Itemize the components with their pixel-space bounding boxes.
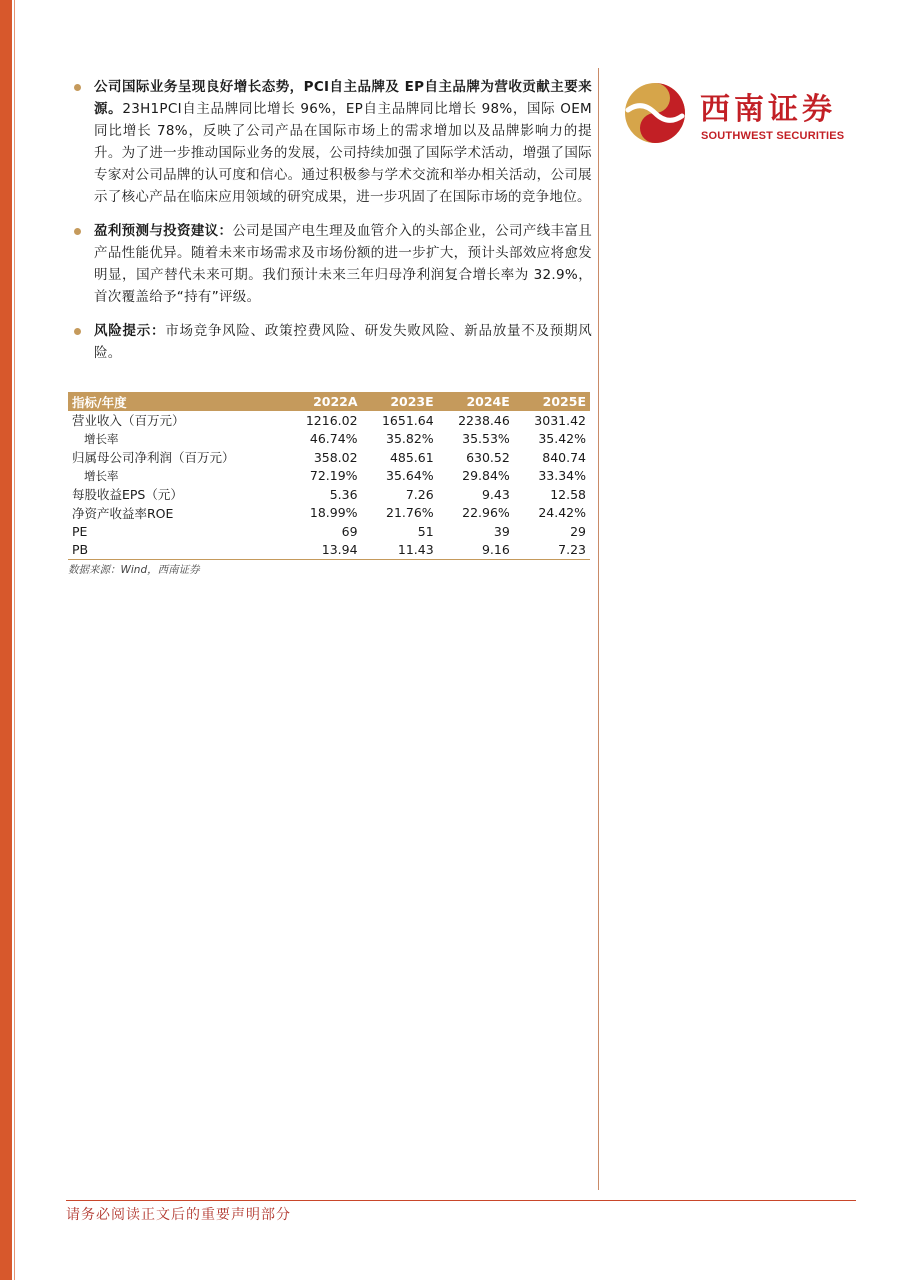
bullet-earnings-forecast (72, 220, 592, 308)
table-cell: 51 (417, 523, 434, 539)
table-row (68, 411, 590, 430)
paragraph-body: 23H1PCI自主品牌同比增长 96%，EP自主品牌同比增长 98%，国际 OEM同比增长 78%，反映了公司产品在国际市场上的需求增加以及品牌影响力的提升。为了进一步推动国际业务的发展，公司持续加强了国际学术活动，增强了国际专家对公司品牌的认可度和信心。通过积极参与学术交流和举办相关活动，公司展示了核心产品在临床应用领域的研究成果，进一步巩固了在国际市场的竞争地位。 (94, 101, 592, 205)
row-label: PE (72, 523, 88, 539)
table-cell: 35.64% (386, 468, 434, 484)
table-cell: 22.96% (462, 505, 510, 521)
row-label: 归属母公司净利润（百万元） (72, 450, 235, 466)
table-header-cell: 2022A (285, 392, 361, 411)
row-label: 营业收入（百万元） (72, 413, 185, 429)
paragraph-body: 公司是国产电生理及血管介入的头部企业，公司产线丰富且产品性能优异。随着未来市场需求及市场份额的进一步扩大，预计头部效应将愈发明显，国产替代未来可期。我们预计未来三年归母净利润复合增长率为 32.9%，首次覆盖给予“持有”评级。 (94, 223, 592, 305)
table-cell: 46.74% (309, 431, 358, 447)
table-cell: 7.23 (514, 541, 590, 560)
row-label: PB (68, 541, 285, 560)
table-row (68, 448, 590, 467)
table-cell: 11.43 (362, 541, 438, 560)
paragraph-lead: 盈利预测与投资建议： (94, 223, 233, 239)
table-header-cell: 2024E (438, 392, 514, 411)
table-cell: 630.52 (466, 449, 510, 465)
table-row (68, 467, 590, 486)
table-cell: 29 (570, 523, 586, 539)
logo-name-cn: 西南证券 (700, 92, 836, 127)
table-cell: 9.43 (481, 486, 510, 502)
main-content (72, 76, 592, 376)
paragraph-lead: 公司国际业务呈现良好增长态势，PCI自主品牌及 EP自主品牌为营收贡献主要来源。 (94, 79, 592, 117)
column-divider (598, 68, 599, 1190)
paragraph (94, 320, 592, 364)
row-label: 每股收益EPS（元） (72, 487, 183, 503)
bullet-international-business (72, 76, 592, 208)
row-label: 净资产收益率ROE (72, 505, 174, 521)
table-cell: 21.76% (386, 505, 434, 521)
paragraph-lead: 风险提示： (94, 323, 166, 339)
paragraph (94, 76, 592, 208)
table-cell: 13.94 (285, 541, 361, 560)
table-cell: 9.16 (438, 541, 514, 560)
bullet-dot-icon (74, 84, 81, 91)
bullet-dot-icon (74, 328, 81, 335)
financial-forecast-table (68, 392, 590, 560)
table-cell: 485.61 (389, 449, 434, 465)
table-header-row (68, 392, 590, 411)
footer-disclaimer: 请务必阅读正文后的重要声明部分 (66, 1207, 291, 1223)
table-row (68, 430, 590, 449)
table-source-note: 数据来源：Wind，西南证券 (68, 564, 200, 576)
row-label: 增长率 (84, 468, 119, 483)
table-cell: 358.02 (313, 449, 358, 465)
row-label: 增长率 (84, 431, 119, 446)
table-header-cell: 指标/年度 (68, 392, 285, 411)
table-header-cell: 2023E (362, 392, 438, 411)
table-cell: 7.26 (405, 486, 434, 502)
table-cell: 1651.64 (381, 412, 434, 428)
paragraph (94, 220, 592, 308)
table-row (68, 522, 590, 541)
table-cell: 35.82% (386, 431, 434, 447)
table-cell: 12.58 (550, 486, 586, 502)
table-cell: 35.42% (538, 431, 586, 447)
table-cell: 35.53% (462, 431, 510, 447)
table-row (68, 541, 590, 560)
table-cell: 72.19% (309, 468, 358, 484)
footer-divider (66, 1200, 856, 1201)
table-row (68, 504, 590, 523)
table-cell: 3031.42 (534, 412, 586, 428)
table-cell: 29.84% (462, 468, 510, 484)
table-row (68, 485, 590, 504)
paragraph-body: 市场竞争风险、政策控费风险、研发失败风险、新品放量不及预期风险。 (94, 323, 593, 361)
left-accent-bar (0, 0, 12, 1280)
table-cell: 1216.02 (305, 412, 358, 428)
table-header-cell: 2025E (514, 392, 590, 411)
table-cell: 2238.46 (458, 412, 510, 428)
table-cell: 33.34% (538, 468, 586, 484)
table-cell: 18.99% (309, 505, 358, 521)
table-cell: 840.74 (542, 449, 586, 465)
table-cell: 69 (341, 523, 358, 539)
table-cell: 5.36 (329, 486, 358, 502)
table-cell: 24.42% (538, 505, 586, 521)
logo-emblem-icon (624, 82, 686, 144)
logo-name-en: SOUTHWEST SECURITIES (701, 130, 845, 142)
bullet-risk-warning (72, 320, 592, 364)
table-cell: 39 (493, 523, 510, 539)
left-accent-line (14, 0, 15, 1280)
company-logo (624, 82, 854, 152)
bullet-dot-icon (74, 228, 81, 235)
